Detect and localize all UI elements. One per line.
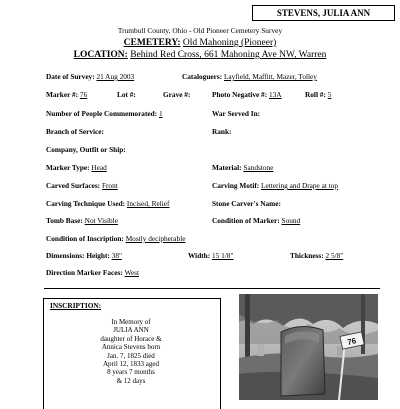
dimensions-label: Dimensions: (46, 251, 85, 260)
stone-carver-field (212, 199, 281, 208)
condition-of-inscription-value: Mostly decipherable (125, 234, 186, 243)
location-label: LOCATION: (73, 50, 128, 60)
people-commemorated-field (46, 109, 163, 118)
cataloguers-value: Layfield, Maffitt, Mazer, Tolley (223, 72, 317, 81)
tomb-base-label: Tomb Base: (46, 216, 83, 225)
photo-negative-label: Photo Negative #: (212, 90, 268, 99)
condition-of-inscription-label: Condition of Inscription: (46, 234, 124, 243)
marker-number-value: 76 (79, 90, 88, 99)
cemetery-value: Old Mahoning (Pioneer) (182, 38, 277, 48)
photo-negative-value: 13A (268, 90, 282, 99)
cemetery-line (0, 38, 400, 48)
photo-negative-field (212, 90, 282, 99)
cataloguers-field (182, 72, 317, 81)
date-of-survey-value: 21 Aug 2003 (96, 72, 135, 81)
condition-of-marker-label: Condition of Marker: (212, 216, 280, 225)
roll-number-label: Roll #: (305, 90, 326, 99)
carved-surfaces-field (46, 181, 118, 190)
date-of-survey-label: Date of Survey: (46, 72, 95, 81)
material-field (212, 163, 273, 172)
inscription-line: Jan. 7, 1825 died (107, 351, 155, 360)
inscription-line: JULIA ANN (113, 326, 149, 335)
location-line (0, 50, 400, 60)
dimensions-width-field (188, 251, 233, 260)
lot-number-field (117, 90, 136, 99)
lot-number-label: Lot #: (117, 90, 136, 99)
condition-of-marker-field (212, 216, 300, 225)
height-value: 38" (111, 251, 122, 260)
thickness-value: 2 5/8" (325, 251, 344, 260)
marker-type-value: Head (91, 163, 107, 172)
tomb-base-value: Not Visible (84, 216, 118, 225)
height-label: Height: (86, 251, 110, 260)
marker-number-field (46, 90, 87, 99)
condition-of-marker-value: Sound (281, 216, 301, 225)
inscription-line: daughter of Horace & (100, 334, 162, 343)
gravestone-photo (239, 294, 378, 400)
direction-faces-label: Direction Marker Faces: (46, 268, 123, 277)
roll-number-value: 5 (327, 90, 332, 99)
marker-type-label: Marker Type: (46, 163, 90, 172)
carved-surfaces-value: Front (101, 181, 118, 190)
inscription-line: 8 years 7 months (107, 368, 155, 377)
war-served-in-label: War Served In: (212, 109, 261, 118)
tomb-base-field (46, 216, 118, 225)
branch-of-service-field (46, 127, 104, 136)
company-outfit-ship-field (46, 145, 126, 154)
photo-tag-number: 76 (346, 336, 358, 347)
inscription-line: Annica Stevens born (101, 343, 161, 352)
width-label: Width: (188, 251, 211, 260)
section-divider (44, 288, 380, 289)
marker-type-field (46, 163, 107, 172)
marker-number-label: Marker #: (46, 90, 79, 99)
grave-number-label: Grave #: (163, 90, 191, 99)
carving-motif-field (212, 181, 338, 190)
material-value: Sandstone (243, 163, 274, 172)
branch-of-service-label: Branch of Service: (46, 127, 104, 136)
cataloguers-label: Cataloguers: (182, 72, 223, 81)
stone-carver-label: Stone Carver's Name: (212, 199, 281, 208)
record-name: STEVENS, JULIA ANN (276, 8, 371, 18)
location-value: Behind Red Cross, 661 Mahoning Ave NW, Warren (130, 50, 327, 60)
date-of-survey-field (46, 72, 134, 81)
carving-technique-label: Carving Technique Used: (46, 199, 126, 208)
rank-field (212, 127, 231, 136)
carving-technique-field (46, 199, 169, 208)
inscription-line: In Memory of (111, 318, 151, 326)
people-commemorated-label: Number of People Commemorated: (46, 109, 158, 118)
dimensions-thickness-field (290, 251, 343, 260)
roll-number-field (305, 90, 331, 99)
cemetery-label: CEMETERY: (123, 38, 181, 48)
grave-number-field (163, 90, 190, 99)
survey-subtitle: Trumbull County, Ohio - Old Pioneer Cemetery Survey (117, 26, 283, 35)
rank-label: Rank: (212, 127, 232, 136)
carved-surfaces-label: Carved Surfaces: (46, 181, 101, 190)
war-served-in-field (212, 109, 260, 118)
carving-motif-value: Lettering and Drape at top (261, 181, 339, 190)
width-value: 15 1/8" (212, 251, 234, 260)
carving-technique-value: Incised, Relief (126, 199, 170, 208)
direction-faces-value: West (124, 268, 139, 277)
thickness-label: Thickness: (290, 251, 324, 260)
inscription-title: INSCRIPTION: (50, 301, 102, 310)
company-outfit-ship-label: Company, Outfit or Ship: (46, 145, 126, 154)
condition-of-inscription-field (46, 234, 185, 243)
record-name-box (252, 5, 395, 21)
people-commemorated-value: 1 (158, 109, 163, 118)
inscription-text (43, 318, 219, 385)
direction-faces-field (46, 268, 139, 277)
inscription-line: & 12 days (116, 376, 146, 385)
inscription-line: April 12, 1833 aged (103, 360, 159, 369)
dimensions-height-field (46, 251, 122, 260)
material-label: Material: (212, 163, 242, 172)
carving-motif-label: Carving Motif: (212, 181, 260, 190)
